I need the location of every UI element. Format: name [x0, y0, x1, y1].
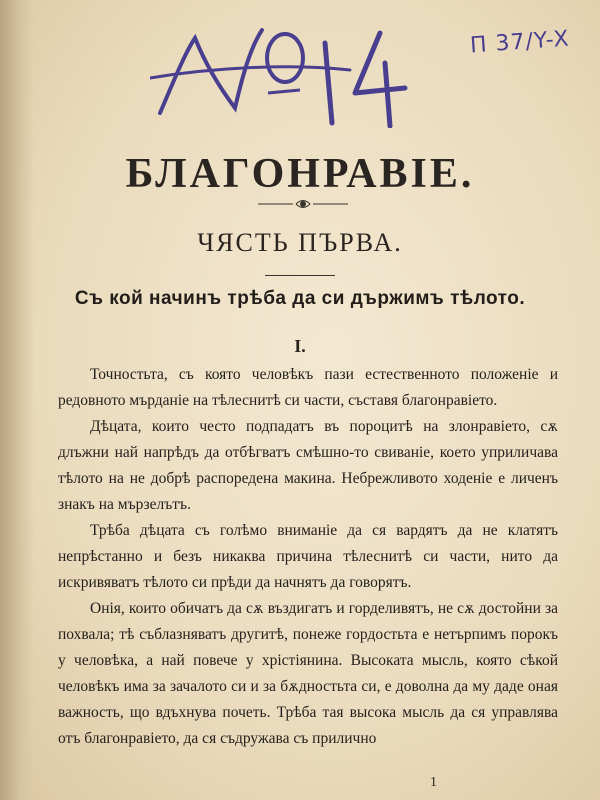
- ornament-divider: [258, 197, 348, 211]
- paragraph: Точностьта, съ която человѣкъ пази естественното положеніе и редовното мърданіе на тѣлеснитѣ си части, съставя благонравіето.: [58, 366, 558, 409]
- part-heading: ЧЯСТЬ ПЪРВА.: [197, 228, 403, 257]
- heading-rule: [265, 275, 335, 276]
- paragraph: Трѣба дѣцата съ голѣмо вниманіе да ся вардятъ да не клатятъ непрѣстанно и безъ никаква причина тѣлеснитѣ си части, нито да искривяватъ тѣлото си прѣди да начнятъ да говорятъ.: [58, 522, 558, 591]
- page-title: БЛАГОНРАВІЕ.: [125, 151, 475, 197]
- paragraph: Онія, които обичатъ да сѫ въздигатъ и горделивятъ, не сѫ достойни за похвала; тѣ съблазняватъ другитѣ, понеже гордостьта е нетърпимъ порокъ у человѣка, а най повече у хрістіянина. Высоката мысль, която сѣкой человѣкъ има за зачалото си и за бѫдностьта си, е доволна да му даде оная важность, що вдъхнува почеть. Трѣба тая высока мысль да ся управлява отъ благонравіето, да ся съдружава съ прилично: [58, 600, 558, 747]
- paragraph: Дѣцата, които често подпадатъ въ пороцитѣ на злонравіето, сѫ длъжни най напрѣдъ да отбѣгватъ смѣшно-то свиваніе, което уприличава тѣлото на не добрѣ распоредена макина. Небрежливото ходеніе е личенъ знакъ на мързелътъ.: [58, 418, 558, 513]
- body-text: [58, 362, 558, 752]
- handwritten-number-mark: [150, 18, 420, 128]
- binding-shadow: [0, 0, 34, 800]
- page-number: 1: [430, 775, 437, 790]
- section-heading: Съ кой начинъ трѣба да си държимъ тѣлото.: [74, 288, 526, 309]
- archive-code: П 37/Y-X: [469, 26, 571, 59]
- chapter-numeral: I.: [294, 336, 306, 356]
